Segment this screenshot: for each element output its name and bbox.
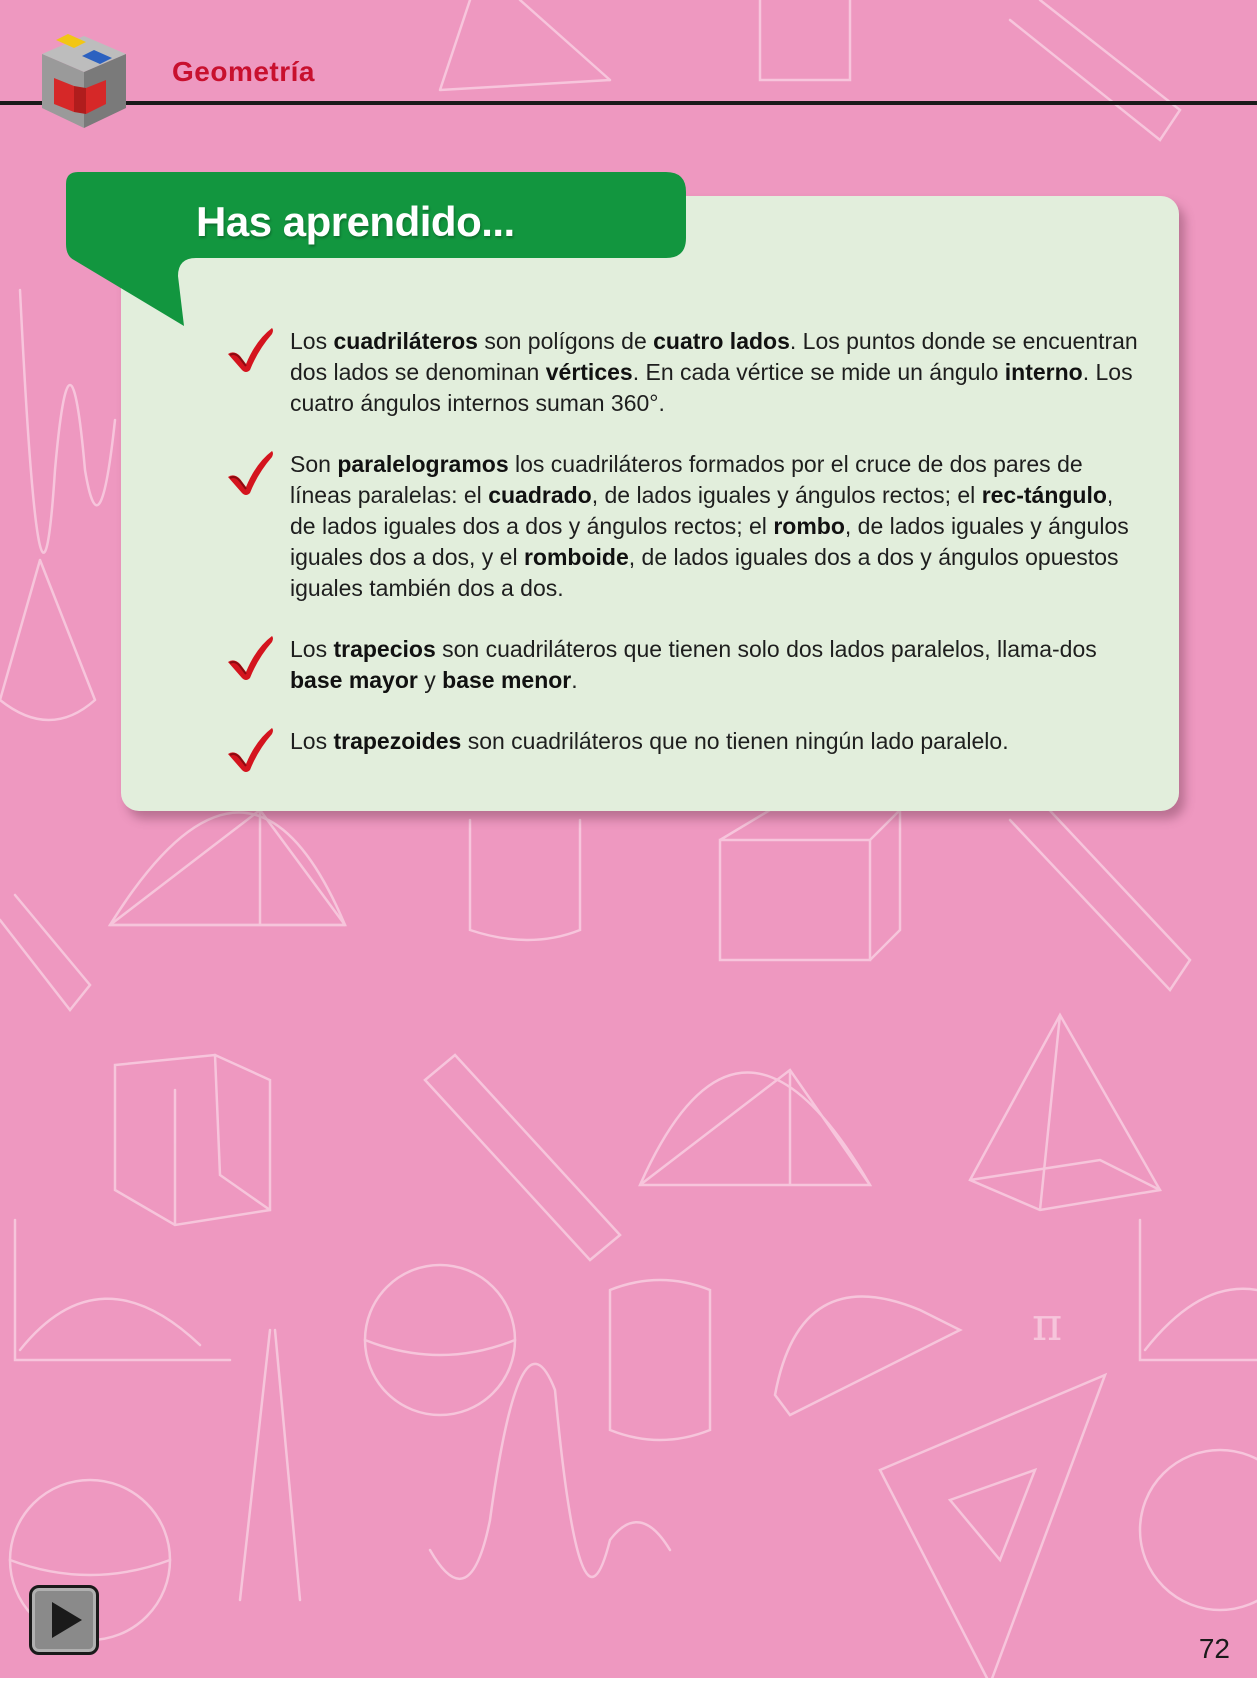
summary-item-text: [290, 326, 1142, 419]
text-run: Son: [290, 451, 338, 477]
text-run: los cuadriláteros formados por el cruce de dos pares de líneas paralelas: el: [290, 451, 1083, 508]
text-run: , de lados iguales y ángulos iguales dos a dos, y el: [290, 513, 1129, 570]
summary-item: [222, 634, 1142, 696]
key-term: trapezoides: [333, 728, 462, 754]
play-icon: [32, 1588, 96, 1652]
key-term: cuatro lados: [653, 328, 790, 354]
summary-item: [222, 326, 1142, 419]
key-term: rec-tángulo: [981, 482, 1107, 508]
key-term: vértices: [545, 359, 633, 385]
summary-item-text: [290, 449, 1142, 604]
key-term: paralelogramos: [337, 451, 509, 477]
summary-item-text: [290, 634, 1142, 696]
text-run: Los: [290, 728, 334, 754]
key-term: rombo: [773, 513, 845, 539]
key-term: cuadriláteros: [333, 328, 478, 354]
text-run: , de lados iguales dos a dos y ángulos opuestos iguales también dos a dos.: [290, 544, 1119, 601]
svg-text:π: π: [1032, 1297, 1063, 1351]
text-run: son polígons de: [477, 328, 654, 354]
text-run: Los: [290, 636, 334, 662]
page-number: 72: [1198, 1633, 1230, 1664]
checkmark-icon: [224, 449, 276, 497]
text-run: .: [571, 667, 578, 693]
summary-item: [222, 726, 1142, 757]
summary-title: Has aprendido...: [196, 198, 515, 245]
text-run: y: [417, 667, 443, 693]
section-title: Geometría: [172, 56, 315, 87]
summary-list: [222, 326, 1142, 787]
checkmark-icon: [224, 326, 276, 374]
key-term: cuadrado: [488, 482, 592, 508]
summary-item: [222, 449, 1142, 604]
play-button[interactable]: [29, 1585, 99, 1655]
text-run: . Los puntos donde se encuentran dos lados se denominan: [290, 328, 1138, 385]
title-tab: [66, 172, 686, 332]
bottom-border: [0, 1678, 1257, 1684]
text-run: son cuadriláteros que no tienen ningún lado paralelo.: [461, 728, 1009, 754]
text-run: . En cada vértice se mide un ángulo: [632, 359, 1005, 385]
summary-item-text: [290, 726, 1142, 757]
key-term: trapecios: [333, 636, 436, 662]
header-rule: [0, 101, 1257, 105]
cube-logo-icon: [34, 30, 134, 134]
key-term: base mayor: [290, 667, 418, 693]
key-term: base menor: [442, 667, 572, 693]
checkmark-icon: [224, 726, 276, 774]
checkmark-icon: [224, 634, 276, 682]
key-term: interno: [1004, 359, 1083, 385]
text-run: , de lados iguales dos a dos y ángulos rectos; el: [290, 482, 1114, 539]
text-run: . Los cuatro ángulos internos suman 360°.: [290, 359, 1133, 416]
key-term: romboide: [523, 544, 629, 570]
text-run: son cuadriláteros que tienen solo dos lados paralelos, llama-dos: [435, 636, 1097, 662]
text-run: Los: [290, 328, 334, 354]
text-run: , de lados iguales y ángulos rectos; el: [591, 482, 982, 508]
